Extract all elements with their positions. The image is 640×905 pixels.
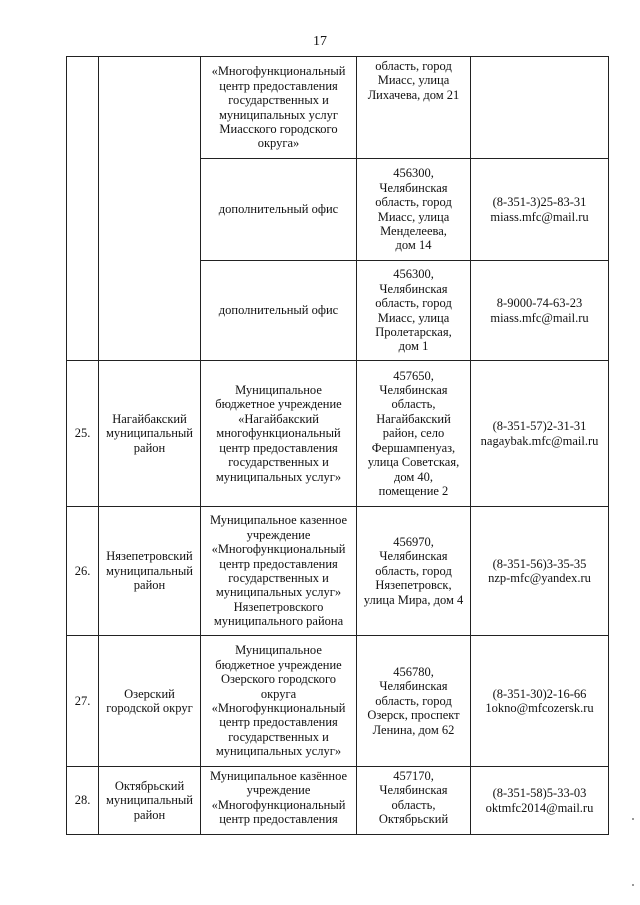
- organization-cell: Муниципальное бюджетное учреждение Озерского городского округа «Многофункциональный центр предоставления государственных и муниципальных услуг»: [201, 636, 357, 767]
- municipality-cell: Нязепетровский муниципальный район: [99, 507, 201, 636]
- organization-cell: Муниципальное бюджетное учреждение «Нагайбакский многофункциональный центр предоставления государственных и муниципальных услуг»: [201, 361, 357, 507]
- row-number-cell: [67, 57, 99, 361]
- address-cell: 457650, Челябинская область, Нагайбакский район, село Фершампенуаз, улица Советская, дом 40, помещение 2: [357, 361, 471, 507]
- organization-cell: «Многофункциональный центр предоставления государственных и муниципальных услуг Миасского городского округа»: [201, 57, 357, 159]
- address-cell: 456300, Челябинская область, город Миасс, улица Пролетарская, дом 1: [357, 261, 471, 361]
- municipality-cell: Озерский городской округ: [99, 636, 201, 767]
- organization-cell: дополнительный офис: [201, 159, 357, 261]
- table-row: [67, 361, 609, 507]
- contacts-cell: [471, 57, 609, 159]
- municipality-cell: Нагайбакский муниципальный район: [99, 361, 201, 507]
- scan-speck: [632, 884, 634, 886]
- contacts-cell: (8-351-3)25-83-31 miass.mfc@mail.ru: [471, 159, 609, 261]
- table-row: [67, 767, 609, 835]
- row-number-cell: 27.: [67, 636, 99, 767]
- mfc-table: [66, 56, 609, 835]
- row-number-cell: 25.: [67, 361, 99, 507]
- row-number-cell: 28.: [67, 767, 99, 835]
- table-row: [67, 636, 609, 767]
- organization-cell: Муниципальное казённое учреждение «Многофункциональный центр предоставления: [201, 767, 357, 835]
- contacts-cell: 8-9000-74-63-23 miass.mfc@mail.ru: [471, 261, 609, 361]
- address-cell: 456780, Челябинская область, город Озерск, проспект Ленина, дом 62: [357, 636, 471, 767]
- address-cell: 456300, Челябинская область, город Миасс, улица Менделеева, дом 14: [357, 159, 471, 261]
- address-cell: область, город Миасс, улица Лихачева, дом 21: [357, 57, 471, 159]
- table-row: [67, 57, 609, 159]
- address-cell: 456970, Челябинская область, город Нязепетровск, улица Мира, дом 4: [357, 507, 471, 636]
- page-number: 17: [313, 34, 327, 49]
- organization-cell: Муниципальное казенное учреждение «Многофункциональный центр предоставления государственных и муниципальных услуг» Нязепетровского муниципального района: [201, 507, 357, 636]
- table-row: [67, 507, 609, 636]
- scan-speck: [632, 818, 634, 820]
- municipality-cell: Октябрьский муниципальный район: [99, 767, 201, 835]
- contacts-cell: (8-351-57)2-31-31 nagaybak.mfc@mail.ru: [471, 361, 609, 507]
- contacts-cell: (8-351-30)2-16-66 1okno@mfcozersk.ru: [471, 636, 609, 767]
- municipality-cell: [99, 57, 201, 361]
- contacts-cell: (8-351-56)3-35-35 nzp-mfc@yandex.ru: [471, 507, 609, 636]
- address-cell: 457170, Челябинская область, Октябрьский: [357, 767, 471, 835]
- organization-cell: дополнительный офис: [201, 261, 357, 361]
- contacts-cell: (8-351-58)5-33-03 oktmfc2014@mail.ru: [471, 767, 609, 835]
- row-number-cell: 26.: [67, 507, 99, 636]
